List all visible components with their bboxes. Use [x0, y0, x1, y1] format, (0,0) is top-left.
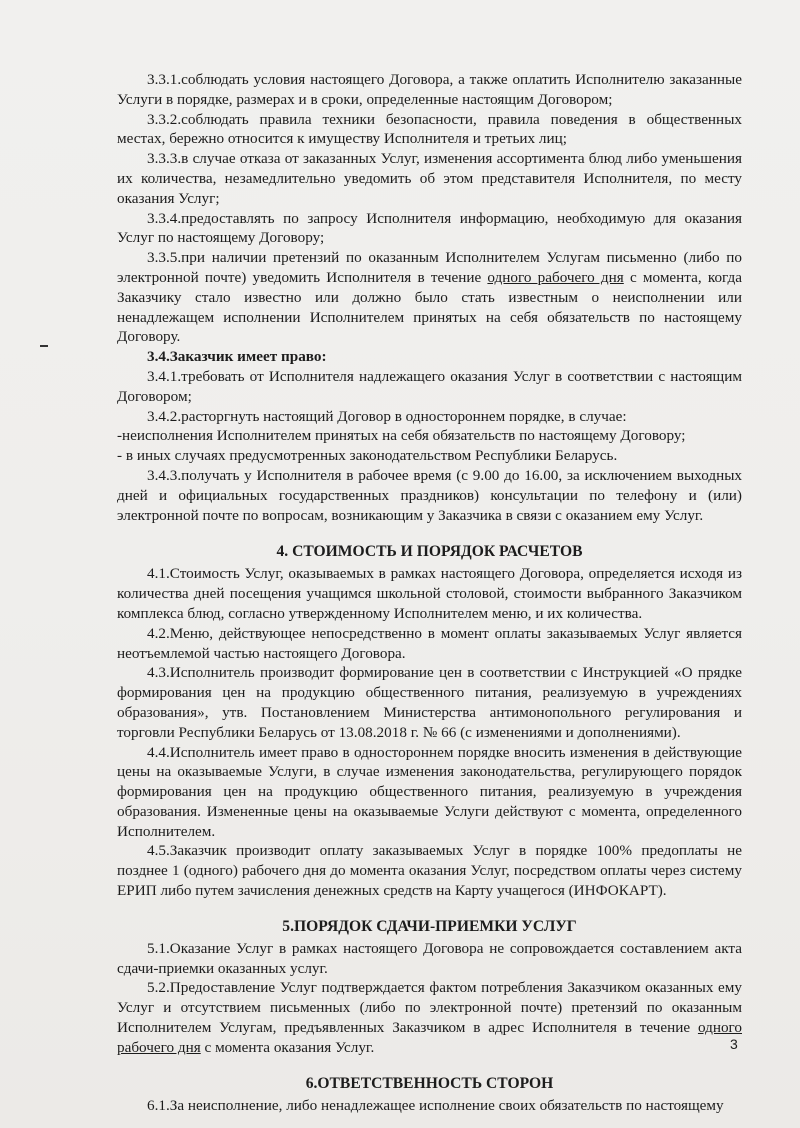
underlined-term: одного рабочего дня	[117, 1019, 742, 1056]
clause-3-4-3: 3.4.3.получать у Исполнителя в рабочее время (с 9.00 до 16.00, за исключением выходных дней и официальных государственных праздников) консультации по телефону и (или) электронной почте по вопросам, возникающим у Заказчика в связи с оказанием ему Услуг.	[117, 466, 742, 524]
clause-4-1: 4.1.Стоимость Услуг, оказываемых в рамках настоящего Договора, определяется исходя из количества дней посещения учащимся школьной столовой, стоимости выбранного Заказчиком комплекса блюд, согласно утвержденному Исполнителем меню, и их количества.	[117, 565, 742, 622]
clause-3-3-1: 3.3.1.соблюдать условия настоящего Договора, а также оплатить Исполнителю заказанные Услуги в порядке, размерах и в сроки, определенные настоящим Договором;	[117, 71, 742, 108]
clause-3-4-heading: 3.4.Заказчик имеет право:	[147, 348, 327, 366]
clause-3-4-2-item-1: -неисполнения Исполнителем принятых на себя обязательств по настоящему Договору;	[117, 427, 686, 445]
clause-5-2: 5.2.Предоставление Услуг подтверждается фактом потребления Заказчиком оказанных ему Услуг и отсутствием письменных (либо по электронной почте) претензий по оказанным Исполнителем Услугам, предъявленных Заказчиком в адрес Исполнителя в течение одного рабочего дня с момента оказания Услуг.	[117, 979, 742, 1056]
clause-4-2: 4.2.Меню, действующее непосредственно в момент оплаты заказываемых Услуг является неотъемлемой частью настоящего Договора.	[117, 624, 742, 662]
clause-3-3-2: 3.3.2.соблюдать правила техники безопасности, правила поведения в общественных местах, бережно относится к имуществу Исполнителя и третьих лиц;	[117, 110, 742, 148]
page-number: 3	[730, 1036, 738, 1052]
clause-3-4-2: 3.4.2.расторгнуть настоящий Договор в одностороннем порядке, в случае:	[147, 407, 627, 425]
underlined-term: одного рабочего дня	[487, 268, 624, 286]
clause-4-3: 4.3.Исполнитель производит формирование цен в соответствии с Инструкцией «О прядке формирования цен на продукцию общественного питания, реализуемую в учреждениях образования», утв. Постановлением Министерства антимонопольного регулирования и торговли Республики Беларусь от 13.08.2018 г. № 66 (с изменениями и дополнениями).	[117, 664, 742, 741]
section-heading-5: 5.ПОРЯДОК СДАЧИ-ПРИЕМКИ УСЛУГ	[282, 917, 577, 935]
section-heading-6: 6.ОТВЕТСТВЕННОСТЬ СТОРОН	[305, 1074, 554, 1092]
clause-6-1: 6.1.За неисполнение, либо ненадлежащее исполнение своих обязательств по настоящему	[147, 1096, 724, 1114]
clause-4-5: 4.5.Заказчик производит оплату заказываемых Услуг в порядке 100% предоплаты не позднее 1 (одного) рабочего дня до момента оказания Услуг, посредством оплаты через систему ЕРИП либо путем зачисления денежных средств на Карту учащегося (ИНФОКАРТ).	[117, 842, 742, 900]
clause-4-4: 4.4.Исполнитель имеет право в одностороннем порядке вносить изменения в действующие цены на оказываемые Услуги, в случае изменения законодательства, регулирующего порядок формирования цен на продукцию общественного питания, реализуемую в учреждения образования. Измененные цены на оказываемые Услуги действуют с момента, определенного Исполнителем.	[117, 743, 742, 840]
scan-mark	[40, 345, 48, 347]
clause-3-3-5: 3.3.5.при наличии претензий по оказанным Исполнителем Услугам письменно (либо по электронной почте) уведомить Исполнителя в течение одного рабочего дня с момента, когда Заказчику стало известно или должно было стать известным о неисполнении или ненадлежащем исполнении Исполнителем принятых на себя обязательств по настоящему Договору.	[117, 249, 743, 346]
clause-3-4-2-item-2: - в иных случаях предусмотренных законодательством Республики Беларусь.	[117, 447, 618, 465]
clause-3-3-3: 3.3.3.в случае отказа от заказанных Услуг, изменения ассортимента блюд либо уменьшения их количества, незамедлительно уведомить об этом представителя Исполнителя, по месту оказания Услуг;	[117, 150, 742, 207]
clause-5-1: 5.1.Оказание Услуг в рамках настоящего Договора не сопровождается составлением акта сдачи-приемки оказанных услуг.	[117, 939, 742, 977]
clause-3-3-4: 3.3.4.предоставлять по запросу Исполнителя информацию, необходимую для оказания Услуг по настоящему Договору;	[117, 209, 742, 247]
document-body	[117, 70, 742, 1115]
clause-3-4-1: 3.4.1.требовать от Исполнителя надлежащего оказания Услуг в соответствии с настоящим Договором;	[117, 367, 742, 405]
section-heading-4: 4. СТОИМОСТЬ И ПОРЯДОК РАСЧЕТОВ	[276, 543, 583, 561]
